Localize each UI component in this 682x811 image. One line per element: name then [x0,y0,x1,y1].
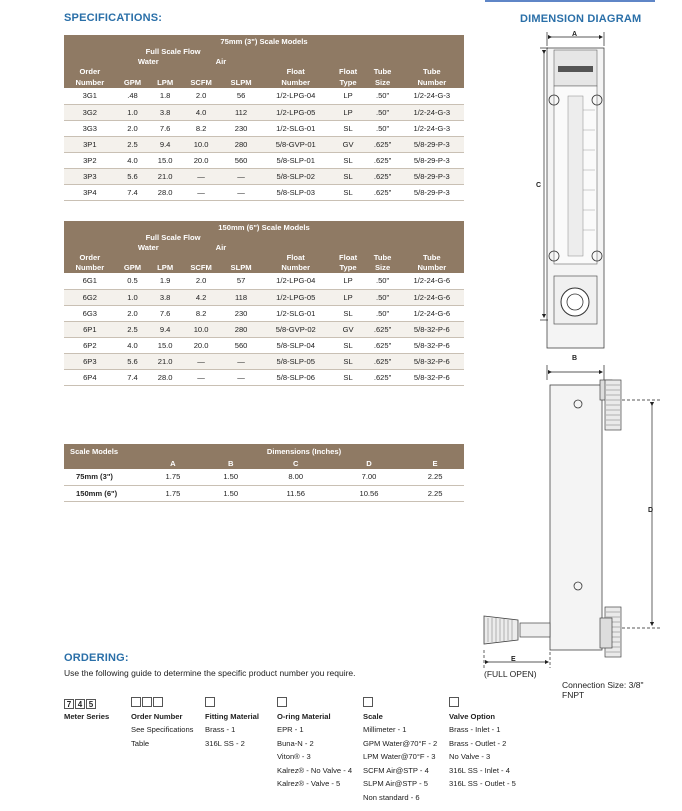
header-order: Order [79,67,101,76]
table-cell: 1.8 [149,88,181,104]
specifications-title: SPECIFICATIONS: [64,12,163,24]
table-cell: 8.2 [181,120,221,136]
header-slpm: SLPM [230,263,252,272]
header-tube-size: Tube [373,253,392,262]
table-cell: .625" [366,369,400,385]
fitting-box [205,694,216,712]
spec-table-150mm [64,221,464,386]
header-order: Order [79,253,101,262]
header-scfm: SCFM [190,77,212,87]
table-cell: SL [331,369,366,385]
ordering-option: SCFM Air@STP - 4 [363,765,429,775]
dim-label-b: B [572,355,578,362]
header-e: E [432,459,438,468]
table-cell: SL [331,120,366,136]
table-cell: — [221,184,261,200]
table-cell: .625" [366,136,400,152]
table-cell: 230 [221,305,261,321]
table-cell: 560 [221,337,261,353]
table-cell: 2.25 [406,485,464,501]
table-cell: LP [331,88,366,104]
table-cell: 5/8-32-P-6 [400,321,464,337]
header-tube-size: Tube [373,67,392,76]
table-cell: 4.2 [181,289,221,305]
header-lpm: LPM [157,263,174,272]
ordering-column [363,711,437,804]
table-cell: 5/8-32-P-6 [400,337,464,353]
table-cell: 15.0 [149,337,181,353]
table-cell: 1/2-24-G-3 [400,120,464,136]
header-tube-num: Number [417,77,447,87]
ordering-option: See Specifications [131,725,194,734]
order-number-boxes [131,694,164,712]
table-row [64,337,464,353]
ordering-column-heading: Valve Option [449,712,495,721]
table-cell: 10.0 [181,136,221,152]
ordering-column-heading: Meter Series [64,712,110,721]
table-cell: 5/8-SLP-01 [261,152,331,168]
table-cell: 3P2 [64,152,116,168]
ordering-column [64,711,109,723]
header-float-type: Float [338,67,358,76]
table-cell: 1.50 [202,485,260,501]
table-cell: 6P3 [64,353,116,369]
table-cell: 20.0 [181,337,221,353]
table-cell: 10.56 [332,485,406,501]
table-cell: .50" [366,289,400,305]
blank-box [142,697,152,707]
table-cell: 5/8-29-P-3 [400,152,464,168]
header-a: A [170,459,176,468]
ordering-option: No Valve - 3 [449,752,491,761]
header-type: Type [339,263,357,272]
table-cell: LP [331,289,366,305]
header-float: Float [286,253,305,262]
table-cell: 20.0 [181,152,221,168]
table-cell: 1.0 [116,289,150,305]
table-caption: 150mm (6") Scale Models [218,223,310,232]
table-cell: 56 [221,88,261,104]
top-accent-line [485,0,655,2]
table-row [64,104,464,120]
table-cell: 3P4 [64,184,116,200]
table-cell: 112 [221,104,261,120]
table-cell: 7.4 [116,184,150,200]
table-cell: 3G1 [64,88,116,104]
table-cell: 560 [221,152,261,168]
ordering-column [449,711,516,791]
table-cell: GV [331,136,366,152]
table-cell: 5/8-SLP-03 [261,184,331,200]
table-cell: 57 [221,273,261,289]
blank-box [363,697,373,707]
table-cell: 1/2-LPG-05 [261,104,331,120]
table-cell: .625" [366,337,400,353]
table-cell: 3G2 [64,104,116,120]
blank-box [277,697,287,707]
dim-label-e: E [511,656,516,663]
table-cell: 3G3 [64,120,116,136]
table-cell: 2.5 [116,321,150,337]
header-scfm: SCFM [190,263,212,272]
table-cell: 4.0 [116,337,150,353]
table-cell: 5/8-GVP-02 [261,321,331,337]
table-cell: 4.0 [181,104,221,120]
header-tube-number: Tube [423,253,441,262]
group-air: Air [215,243,227,252]
dimension-table [64,444,464,502]
table-cell: .50" [366,88,400,104]
table-cell: 21.0 [149,353,181,369]
ordering-option: Brass - Outlet - 2 [449,738,507,748]
table-cell: SL [331,168,366,184]
header-float-type: Float [338,253,358,262]
table-cell: 2.0 [116,305,150,321]
series-digit: 5 [86,699,96,709]
header-gpm: GPM [123,263,142,272]
header-size: Size [374,77,391,87]
header-tube-num: Number [417,263,447,272]
header-c: C [292,459,299,468]
table-cell: SL [331,184,366,200]
ordering-option: Millimeter - 1 [363,725,407,734]
blank-box [153,697,163,707]
table-cell: 6G1 [64,273,116,289]
table-cell: 5/8-GVP-01 [261,136,331,152]
meter-series-boxes [64,694,97,712]
table-cell: 7.00 [332,469,406,485]
table-cell: 21.0 [149,168,181,184]
table-cell: 1/2-SLG-01 [261,305,331,321]
table-cell: 15.0 [149,152,181,168]
table-cell: 1/2-24-G-6 [400,273,464,289]
group-full-scale: Full Scale Flow [145,47,201,56]
table-cell: 10.0 [181,321,221,337]
table-cell: .50" [366,273,400,289]
header-d: D [366,459,372,468]
group-water: Water [137,57,159,66]
table-cell: 1/2-24-G-6 [400,305,464,321]
ordering-column [131,711,193,750]
table-cell: 1/2-24-G-3 [400,104,464,120]
ordering-option: Kalrez® - Valve - 5 [277,779,341,788]
table-cell: 4.0 [116,152,150,168]
table-cell: 7.4 [116,369,150,385]
header-type: Type [339,77,357,87]
header-dimensions: Dimensions (Inches) [266,446,342,456]
table-cell: 9.4 [149,321,181,337]
dimension-diagram [470,20,682,720]
table-cell: .50" [366,305,400,321]
table-cell: 6G3 [64,305,116,321]
table-cell: 1.0 [116,104,150,120]
valve-box [449,694,460,712]
table-cell: 7.6 [149,305,181,321]
table-cell: 5/8-SLP-02 [261,168,331,184]
table-cell: 118 [221,289,261,305]
blank-box [449,697,459,707]
table-cell: 150mm (6") [64,485,144,501]
table-cell: 28.0 [149,184,181,200]
series-digit: 7 [64,699,74,709]
table-row [64,353,464,369]
oring-box [277,694,288,712]
ordering-instruction: Use the following guide to determine the specific product number you require. [64,668,356,678]
table-cell: — [221,369,261,385]
blank-box [205,697,215,707]
table-cell: 2.0 [181,88,221,104]
table-cell: 5/8-32-P-6 [400,353,464,369]
table-cell: 8.00 [260,469,332,485]
table-row [64,168,464,184]
dim-label-c: C [536,182,542,189]
table-cell: 2.0 [116,120,150,136]
table-row [64,152,464,168]
header-number: Number [75,77,105,87]
table-caption: 75mm (3") Scale Models [220,37,308,46]
header-number: Number [75,263,105,272]
header-scale-models: Scale Models [70,446,119,456]
table-cell: 3.8 [149,104,181,120]
table-cell: 6G2 [64,289,116,305]
group-air: Air [215,57,227,66]
table-cell: 0.5 [116,273,150,289]
table-row [64,120,464,136]
table-cell: — [221,353,261,369]
table-cell: — [181,369,221,385]
header-gpm: GPM [123,77,142,87]
series-digit: 4 [75,699,85,709]
table-cell: SL [331,152,366,168]
table-cell: 5/8-SLP-06 [261,369,331,385]
table-cell: 280 [221,321,261,337]
table-cell: .48 [116,88,150,104]
table-cell: 2.5 [116,136,150,152]
header-float: Float [286,67,305,76]
table-cell: 11.56 [260,485,332,501]
table-cell: LP [331,273,366,289]
table-cell: 6P4 [64,369,116,385]
ordering-option: 316L SS - 2 [205,738,245,748]
table-cell: 5/8-32-P-6 [400,369,464,385]
ordering-title: ORDERING: [64,652,129,664]
table-cell: .625" [366,168,400,184]
table-cell: 5/8-29-P-3 [400,168,464,184]
ordering-option: 316L SS - Inlet - 4 [449,765,510,775]
ordering-column-heading: Fitting Material [205,712,260,721]
table-cell: SL [331,337,366,353]
table-cell: 5/8-SLP-05 [261,353,331,369]
table-row [64,136,464,152]
table-cell: 1/2-LPG-04 [261,88,331,104]
ordering-option: Brass - Inlet - 1 [449,725,501,734]
connection-size-label: Connection Size: 3/8" [562,680,644,690]
table-cell: 7.6 [149,120,181,136]
table-cell: 1/2-LPG-05 [261,289,331,305]
connection-type-label: FNPT [562,690,585,700]
table-cell: .625" [366,321,400,337]
ordering-option: Buna-N - 2 [277,738,314,748]
table-cell: .625" [366,184,400,200]
header-float-number: Number [281,263,311,272]
group-water: Water [137,243,159,252]
header-tube-number: Tube [423,67,441,76]
table-cell: 1/2-LPG-04 [261,273,331,289]
table-cell: 2.25 [406,469,464,485]
ordering-column [205,711,259,750]
table-cell: 1.9 [149,273,181,289]
table-row [64,321,464,337]
table-cell: 9.4 [149,136,181,152]
ordering-option: Brass - 1 [205,725,236,734]
table-cell: 1/2-24-G-6 [400,289,464,305]
table-cell: 280 [221,136,261,152]
table-cell: 2.0 [181,273,221,289]
table-cell: 1.50 [202,469,260,485]
table-cell: 1.75 [144,485,202,501]
table-cell: 5.6 [116,168,150,184]
table-cell: 5/8-SLP-04 [261,337,331,353]
scale-box [363,694,374,712]
ordering-option: GPM Water@70°F - 2 [363,738,438,748]
table-row [64,88,464,104]
ordering-column-heading: Order Number [131,712,183,721]
table-cell: 5.6 [116,353,150,369]
table-cell: .625" [366,152,400,168]
table-cell: 1/2-SLG-01 [261,120,331,136]
table-cell: — [181,184,221,200]
ordering-option: Table [131,738,150,748]
dim-label-d: D [648,507,654,514]
full-open-label: (FULL OPEN) [484,669,537,679]
ordering-column-heading: O-ring Material [277,712,331,721]
header-float-number: Number [281,77,311,87]
ordering-option: SLPM Air@STP - 5 [363,779,428,788]
ordering-column-heading: Scale [363,712,383,721]
ordering-option: Kalrez® - No Valve - 4 [277,765,353,775]
table-row [64,369,464,385]
table-cell: 8.2 [181,305,221,321]
table-cell: SL [331,353,366,369]
dim-label-a: A [572,31,578,38]
table-cell: .50" [366,104,400,120]
header-slpm: SLPM [230,77,252,87]
table-cell: 75mm (3") [64,469,144,485]
table-row [64,469,464,485]
table-row [64,289,464,305]
ordering-option: EPR - 1 [277,725,304,734]
ordering-column [277,711,352,791]
dimension-diagram-title: DIMENSION DIAGRAM [520,13,642,25]
ordering-option: LPM Water@70°F - 3 [363,752,436,761]
header-b: B [227,459,234,468]
table-cell: — [181,353,221,369]
table-cell: 28.0 [149,369,181,385]
table-row [64,273,464,289]
table-cell: LP [331,104,366,120]
table-cell: — [221,168,261,184]
table-cell: 6P2 [64,337,116,353]
spec-table-75mm [64,35,464,201]
table-cell: .50" [366,120,400,136]
table-cell: GV [331,321,366,337]
table-cell: SL [331,305,366,321]
table-row [64,305,464,321]
header-size: Size [374,263,391,272]
header-lpm: LPM [157,77,174,87]
table-cell: 3P3 [64,168,116,184]
table-cell: — [181,168,221,184]
table-cell: 230 [221,120,261,136]
blank-box [131,697,141,707]
ordering-option: 316L SS - Outlet - 5 [449,779,516,788]
ordering-option: Non standard - 6 [363,792,420,802]
table-row [64,184,464,200]
table-cell: 3.8 [149,289,181,305]
table-cell: 6P1 [64,321,116,337]
table-cell: 1/2-24-G-3 [400,88,464,104]
table-cell: .625" [366,353,400,369]
ordering-option: Viton® - 3 [277,752,311,761]
table-row [64,485,464,501]
table-cell: 5/8-29-P-3 [400,136,464,152]
table-cell: 3P1 [64,136,116,152]
table-cell: 1.75 [144,469,202,485]
group-full-scale: Full Scale Flow [145,233,201,242]
table-cell: 5/8-29-P-3 [400,184,464,200]
